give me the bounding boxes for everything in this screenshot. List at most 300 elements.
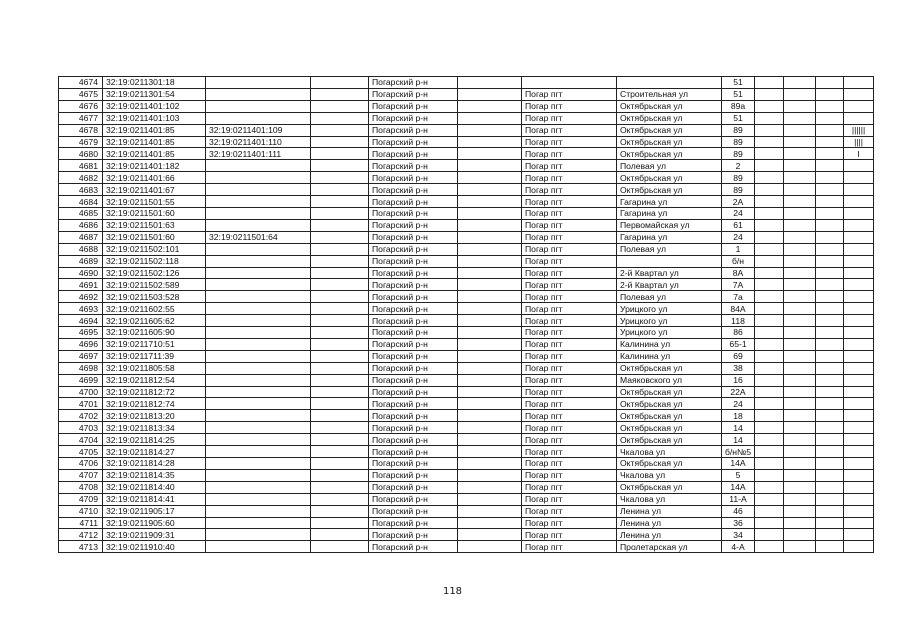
house-number-cell: 118	[722, 315, 755, 327]
blank-cell	[311, 386, 369, 398]
cadastral-number-cell: 32:19:0211814:35	[103, 469, 206, 481]
table-row	[59, 88, 874, 100]
blank-cell	[311, 136, 369, 148]
blank-cell	[311, 374, 369, 386]
settlement-cell: Погар пгт	[522, 291, 617, 303]
blank-cell	[311, 303, 369, 315]
extra-cell-3	[816, 219, 844, 231]
extra-cell-3	[816, 374, 844, 386]
settlement-cell: Погар пгт	[522, 231, 617, 243]
district-cell: Погарский р-н	[369, 148, 458, 160]
extra-cell-3	[816, 350, 844, 362]
row-number-cell: 4699	[59, 374, 103, 386]
blank-cell	[311, 160, 369, 172]
extra-cell-1	[755, 338, 784, 350]
district-cell: Погарский р-н	[369, 124, 458, 136]
linked-cadastral-number-cell: 32:19:0211501:64	[206, 231, 311, 243]
linked-cadastral-number-cell	[206, 100, 311, 112]
extra-cell-2	[784, 338, 816, 350]
extra-cell-1	[755, 350, 784, 362]
mark-cell	[844, 338, 874, 350]
blank-cell	[311, 529, 369, 541]
extra-cell-2	[784, 88, 816, 100]
street-cell: Полевая ул	[617, 243, 722, 255]
street-cell	[617, 255, 722, 267]
blank-cell	[311, 410, 369, 422]
house-number-cell: 89	[722, 184, 755, 196]
house-number-cell: б/н	[722, 255, 755, 267]
table-row	[59, 243, 874, 255]
linked-cadastral-number-cell: 32:19:0211401:109	[206, 124, 311, 136]
row-number-cell: 4690	[59, 267, 103, 279]
table-row	[59, 196, 874, 208]
extra-cell-1	[755, 481, 784, 493]
settlement-cell: Погар пгт	[522, 160, 617, 172]
mark-cell	[844, 374, 874, 386]
mark-cell: ||||||	[844, 124, 874, 136]
extra-cell-1	[755, 88, 784, 100]
house-number-cell: 34	[722, 529, 755, 541]
linked-cadastral-number-cell	[206, 517, 311, 529]
blank-cell	[311, 267, 369, 279]
blank-cell	[311, 362, 369, 374]
street-cell: Чкалова ул	[617, 446, 722, 458]
row-number-cell: 4713	[59, 541, 103, 553]
settlement-type-cell	[458, 231, 522, 243]
street-cell: Октябрьская ул	[617, 362, 722, 374]
linked-cadastral-number-cell	[206, 77, 311, 89]
extra-cell-2	[784, 112, 816, 124]
settlement-type-cell	[458, 267, 522, 279]
house-number-cell: 89	[722, 124, 755, 136]
settlement-cell: Погар пгт	[522, 303, 617, 315]
house-number-cell: 2	[722, 160, 755, 172]
extra-cell-1	[755, 517, 784, 529]
linked-cadastral-number-cell	[206, 434, 311, 446]
street-cell: Октябрьская ул	[617, 481, 722, 493]
house-number-cell: 89	[722, 148, 755, 160]
extra-cell-2	[784, 207, 816, 219]
linked-cadastral-number-cell	[206, 458, 311, 470]
cadastral-number-cell: 32:19:0211502:126	[103, 267, 206, 279]
extra-cell-1	[755, 434, 784, 446]
street-cell: Октябрьская ул	[617, 112, 722, 124]
extra-cell-1	[755, 207, 784, 219]
blank-cell	[311, 77, 369, 89]
linked-cadastral-number-cell	[206, 541, 311, 553]
mark-cell	[844, 184, 874, 196]
street-cell: Ленина ул	[617, 529, 722, 541]
table-row	[59, 481, 874, 493]
district-cell: Погарский р-н	[369, 458, 458, 470]
blank-cell	[311, 446, 369, 458]
extra-cell-2	[784, 77, 816, 89]
table-row	[59, 327, 874, 339]
page-number: 118	[442, 586, 463, 597]
blank-cell	[311, 255, 369, 267]
extra-cell-1	[755, 386, 784, 398]
house-number-cell: 89	[722, 172, 755, 184]
row-number-cell: 4689	[59, 255, 103, 267]
house-number-cell: 24	[722, 207, 755, 219]
mark-cell	[844, 541, 874, 553]
district-cell: Погарский р-н	[369, 505, 458, 517]
house-number-cell: 7а	[722, 291, 755, 303]
house-number-cell: 51	[722, 88, 755, 100]
extra-cell-1	[755, 255, 784, 267]
street-cell: Ленина ул	[617, 517, 722, 529]
street-cell: Строительная ул	[617, 88, 722, 100]
row-number-cell: 4686	[59, 219, 103, 231]
house-number-cell: 65-1	[722, 338, 755, 350]
settlement-type-cell	[458, 291, 522, 303]
blank-cell	[311, 124, 369, 136]
linked-cadastral-number-cell	[206, 422, 311, 434]
mark-cell	[844, 255, 874, 267]
extra-cell-2	[784, 148, 816, 160]
extra-cell-3	[816, 88, 844, 100]
linked-cadastral-number-cell	[206, 529, 311, 541]
settlement-cell: Погар пгт	[522, 446, 617, 458]
row-number-cell: 4694	[59, 315, 103, 327]
cadastral-number-cell: 32:19:0211814:40	[103, 481, 206, 493]
house-number-cell: 22А	[722, 386, 755, 398]
linked-cadastral-number-cell	[206, 315, 311, 327]
linked-cadastral-number-cell	[206, 303, 311, 315]
mark-cell	[844, 100, 874, 112]
mark-cell: I	[844, 148, 874, 160]
linked-cadastral-number-cell	[206, 374, 311, 386]
street-cell: Ленина ул	[617, 505, 722, 517]
table-row	[59, 469, 874, 481]
house-number-cell: 38	[722, 362, 755, 374]
cadastral-number-cell: 32:19:0211301:18	[103, 77, 206, 89]
linked-cadastral-number-cell	[206, 505, 311, 517]
table-row	[59, 124, 874, 136]
extra-cell-1	[755, 303, 784, 315]
district-cell: Погарский р-н	[369, 338, 458, 350]
linked-cadastral-number-cell	[206, 196, 311, 208]
row-number-cell: 4701	[59, 398, 103, 410]
extra-cell-2	[784, 327, 816, 339]
street-cell: Калинина ул	[617, 338, 722, 350]
blank-cell	[311, 517, 369, 529]
settlement-type-cell	[458, 458, 522, 470]
row-number-cell: 4706	[59, 458, 103, 470]
settlement-cell: Погар пгт	[522, 184, 617, 196]
house-number-cell: 89а	[722, 100, 755, 112]
extra-cell-3	[816, 267, 844, 279]
blank-cell	[311, 112, 369, 124]
settlement-cell: Погар пгт	[522, 327, 617, 339]
extra-cell-3	[816, 505, 844, 517]
table-row	[59, 422, 874, 434]
extra-cell-3	[816, 112, 844, 124]
table-row	[59, 350, 874, 362]
extra-cell-1	[755, 469, 784, 481]
cadastral-number-cell: 32:19:0211501:60	[103, 231, 206, 243]
extra-cell-3	[816, 207, 844, 219]
table-row	[59, 303, 874, 315]
row-number-cell: 4685	[59, 207, 103, 219]
extra-cell-3	[816, 386, 844, 398]
district-cell: Погарский р-н	[369, 374, 458, 386]
extra-cell-1	[755, 422, 784, 434]
settlement-cell: Погар пгт	[522, 481, 617, 493]
extra-cell-3	[816, 255, 844, 267]
blank-cell	[311, 458, 369, 470]
extra-cell-3	[816, 541, 844, 553]
blank-cell	[311, 231, 369, 243]
street-cell: Первомайская ул	[617, 219, 722, 231]
district-cell: Погарский р-н	[369, 303, 458, 315]
table-row	[59, 172, 874, 184]
row-number-cell: 4678	[59, 124, 103, 136]
linked-cadastral-number-cell	[206, 362, 311, 374]
extra-cell-2	[784, 100, 816, 112]
house-number-cell: 16	[722, 374, 755, 386]
blank-cell	[311, 338, 369, 350]
mark-cell	[844, 207, 874, 219]
linked-cadastral-number-cell	[206, 481, 311, 493]
settlement-type-cell	[458, 88, 522, 100]
street-cell: Пролетарская ул	[617, 541, 722, 553]
extra-cell-1	[755, 219, 784, 231]
cadastral-number-cell: 32:19:0211813:20	[103, 410, 206, 422]
linked-cadastral-number-cell	[206, 279, 311, 291]
table-row	[59, 100, 874, 112]
table-row	[59, 398, 874, 410]
settlement-cell: Погар пгт	[522, 148, 617, 160]
row-number-cell: 4704	[59, 434, 103, 446]
extra-cell-2	[784, 124, 816, 136]
mark-cell	[844, 172, 874, 184]
settlement-cell: Погар пгт	[522, 124, 617, 136]
cadastral-number-cell: 32:19:0211805:58	[103, 362, 206, 374]
settlement-type-cell	[458, 517, 522, 529]
blank-cell	[311, 207, 369, 219]
street-cell: Октябрьская ул	[617, 386, 722, 398]
blank-cell	[311, 541, 369, 553]
house-number-cell: 86	[722, 327, 755, 339]
extra-cell-2	[784, 434, 816, 446]
extra-cell-2	[784, 458, 816, 470]
table-row	[59, 279, 874, 291]
table-row	[59, 219, 874, 231]
extra-cell-1	[755, 446, 784, 458]
settlement-cell: Погар пгт	[522, 434, 617, 446]
district-cell: Погарский р-н	[369, 469, 458, 481]
extra-cell-2	[784, 422, 816, 434]
extra-cell-1	[755, 160, 784, 172]
linked-cadastral-number-cell	[206, 291, 311, 303]
district-cell: Погарский р-н	[369, 172, 458, 184]
extra-cell-1	[755, 315, 784, 327]
street-cell: Октябрьская ул	[617, 422, 722, 434]
extra-cell-3	[816, 422, 844, 434]
settlement-type-cell	[458, 327, 522, 339]
cadastral-number-cell: 32:19:0211909:31	[103, 529, 206, 541]
extra-cell-3	[816, 458, 844, 470]
extra-cell-3	[816, 160, 844, 172]
mark-cell	[844, 88, 874, 100]
extra-cell-1	[755, 136, 784, 148]
blank-cell	[311, 469, 369, 481]
settlement-cell: Погар пгт	[522, 505, 617, 517]
house-number-cell: 14А	[722, 458, 755, 470]
cadastral-number-cell: 32:19:0211905:60	[103, 517, 206, 529]
row-number-cell: 4698	[59, 362, 103, 374]
cadastral-number-cell: 32:19:0211502:589	[103, 279, 206, 291]
mark-cell	[844, 243, 874, 255]
cadastral-number-cell: 32:19:0211814:25	[103, 434, 206, 446]
table-row	[59, 493, 874, 505]
cadastral-number-cell: 32:19:0211502:101	[103, 243, 206, 255]
extra-cell-3	[816, 446, 844, 458]
linked-cadastral-number-cell	[206, 327, 311, 339]
cadastral-number-cell: 32:19:0211401:66	[103, 172, 206, 184]
settlement-type-cell	[458, 541, 522, 553]
extra-cell-3	[816, 100, 844, 112]
linked-cadastral-number-cell	[206, 184, 311, 196]
extra-cell-3	[816, 243, 844, 255]
table-row	[59, 136, 874, 148]
district-cell: Погарский р-н	[369, 422, 458, 434]
district-cell: Погарский р-н	[369, 88, 458, 100]
linked-cadastral-number-cell	[206, 112, 311, 124]
settlement-type-cell	[458, 100, 522, 112]
district-cell: Погарский р-н	[369, 267, 458, 279]
house-number-cell: 51	[722, 112, 755, 124]
street-cell: 2-й Квартал ул	[617, 267, 722, 279]
extra-cell-1	[755, 327, 784, 339]
extra-cell-2	[784, 469, 816, 481]
extra-cell-3	[816, 529, 844, 541]
table-row	[59, 267, 874, 279]
row-number-cell: 4675	[59, 88, 103, 100]
table-row	[59, 148, 874, 160]
street-cell: Октябрьская ул	[617, 124, 722, 136]
linked-cadastral-number-cell: 32:19:0211401:110	[206, 136, 311, 148]
cadastral-number-cell: 32:19:0211905:17	[103, 505, 206, 517]
blank-cell	[311, 291, 369, 303]
extra-cell-2	[784, 160, 816, 172]
cadastral-number-cell: 32:19:0211501:55	[103, 196, 206, 208]
settlement-cell: Погар пгт	[522, 219, 617, 231]
cadastral-number-cell: 32:19:0211401:103	[103, 112, 206, 124]
row-number-cell: 4705	[59, 446, 103, 458]
district-cell: Погарский р-н	[369, 291, 458, 303]
blank-cell	[311, 184, 369, 196]
district-cell: Погарский р-н	[369, 410, 458, 422]
settlement-cell: Погар пгт	[522, 207, 617, 219]
row-number-cell: 4700	[59, 386, 103, 398]
settlement-cell: Погар пгт	[522, 398, 617, 410]
cadastral-number-cell: 32:19:0211502:118	[103, 255, 206, 267]
extra-cell-2	[784, 315, 816, 327]
blank-cell	[311, 350, 369, 362]
extra-cell-2	[784, 219, 816, 231]
cadastral-number-cell: 32:19:0211401:85	[103, 136, 206, 148]
district-cell: Погарский р-н	[369, 446, 458, 458]
table-row	[59, 541, 874, 553]
cadastral-number-cell: 32:19:0211814:41	[103, 493, 206, 505]
table-row	[59, 529, 874, 541]
blank-cell	[311, 219, 369, 231]
settlement-cell: Погар пгт	[522, 136, 617, 148]
cadastral-number-cell: 32:19:0211910:40	[103, 541, 206, 553]
house-number-cell: 11-А	[722, 493, 755, 505]
settlement-type-cell	[458, 481, 522, 493]
settlement-cell	[522, 77, 617, 89]
extra-cell-2	[784, 541, 816, 553]
settlement-cell: Погар пгт	[522, 255, 617, 267]
street-cell: Октябрьская ул	[617, 136, 722, 148]
house-number-cell: 2А	[722, 196, 755, 208]
district-cell: Погарский р-н	[369, 362, 458, 374]
house-number-cell: 14	[722, 434, 755, 446]
extra-cell-2	[784, 374, 816, 386]
house-number-cell: 8А	[722, 267, 755, 279]
mark-cell	[844, 291, 874, 303]
extra-cell-1	[755, 362, 784, 374]
extra-cell-3	[816, 148, 844, 160]
extra-cell-1	[755, 493, 784, 505]
extra-cell-1	[755, 124, 784, 136]
extra-cell-3	[816, 77, 844, 89]
blank-cell	[311, 88, 369, 100]
settlement-type-cell	[458, 398, 522, 410]
cadastral-number-cell: 32:19:0211401:67	[103, 184, 206, 196]
settlement-cell: Погар пгт	[522, 112, 617, 124]
linked-cadastral-number-cell	[206, 469, 311, 481]
row-number-cell: 4702	[59, 410, 103, 422]
row-number-cell: 4676	[59, 100, 103, 112]
row-number-cell: 4710	[59, 505, 103, 517]
mark-cell	[844, 517, 874, 529]
settlement-type-cell	[458, 148, 522, 160]
street-cell: Октябрьская ул	[617, 184, 722, 196]
blank-cell	[311, 100, 369, 112]
mark-cell	[844, 219, 874, 231]
extra-cell-2	[784, 398, 816, 410]
cadastral-number-cell: 32:19:0211813:34	[103, 422, 206, 434]
linked-cadastral-number-cell	[206, 88, 311, 100]
table-row	[59, 362, 874, 374]
extra-cell-1	[755, 77, 784, 89]
mark-cell	[844, 315, 874, 327]
house-number-cell: 24	[722, 398, 755, 410]
extra-cell-2	[784, 279, 816, 291]
settlement-type-cell	[458, 362, 522, 374]
cadastral-number-cell: 32:19:0211812:74	[103, 398, 206, 410]
blank-cell	[311, 196, 369, 208]
district-cell: Погарский р-н	[369, 243, 458, 255]
settlement-type-cell	[458, 303, 522, 315]
blank-cell	[311, 172, 369, 184]
district-cell: Погарский р-н	[369, 112, 458, 124]
mark-cell	[844, 267, 874, 279]
table-row	[59, 160, 874, 172]
settlement-type-cell	[458, 446, 522, 458]
extra-cell-1	[755, 291, 784, 303]
extra-cell-1	[755, 541, 784, 553]
street-cell: Чкалова ул	[617, 469, 722, 481]
settlement-type-cell	[458, 77, 522, 89]
settlement-cell: Погар пгт	[522, 279, 617, 291]
settlement-type-cell	[458, 136, 522, 148]
table-row	[59, 517, 874, 529]
